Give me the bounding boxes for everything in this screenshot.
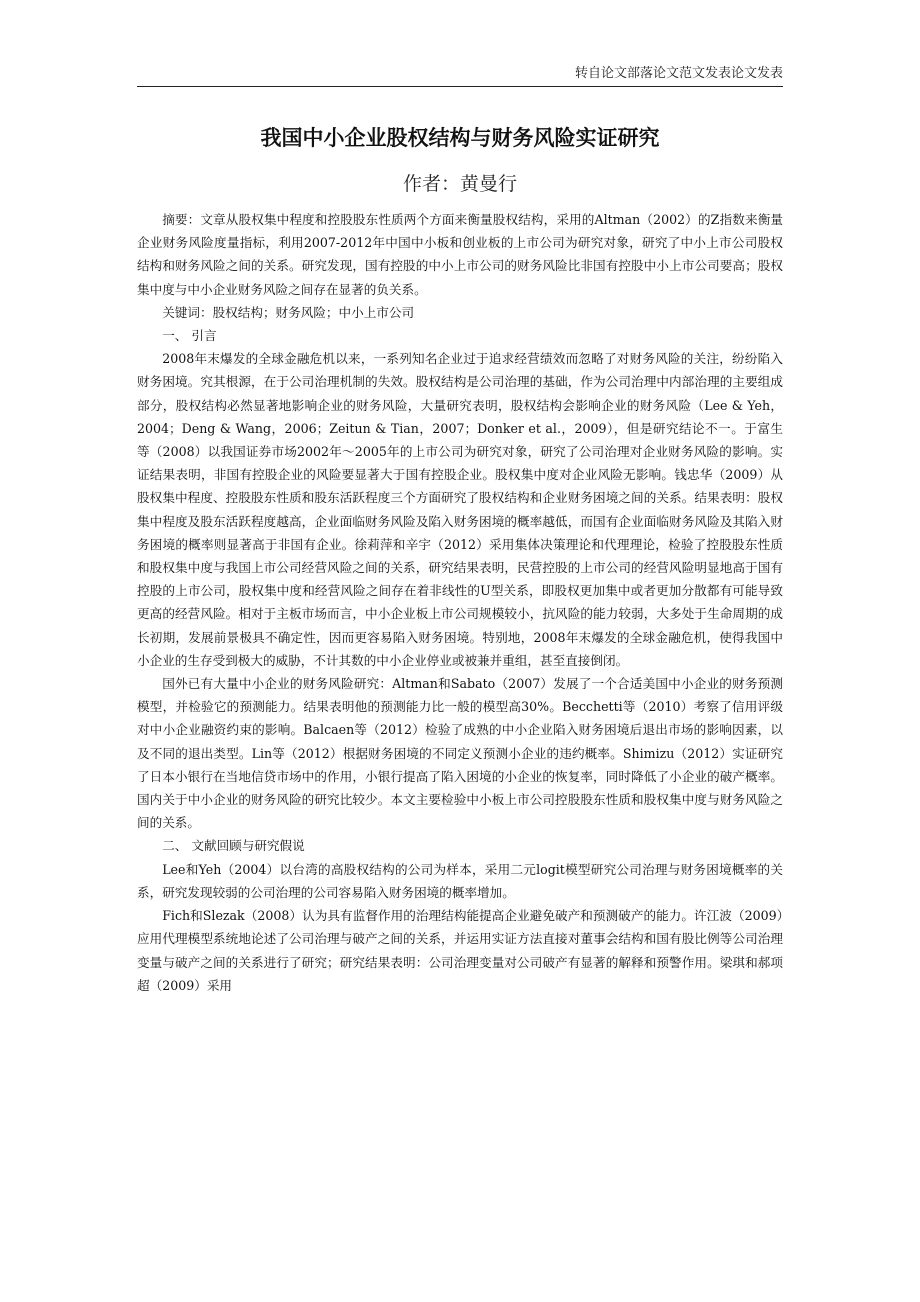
article-title: 我国中小企业股权结构与财务风险实证研究 [260,126,660,150]
page-header: 转自论文部落论文范文发表论文发表 [137,64,783,87]
abstract-paragraph: 摘要：文章从股权集中程度和控股股东性质两个方面来衡量股权结构，采用的Altman（2002）的Z指数来衡量企业财务风险度量指标，利用2007-2012年中国中小板和创业板的上市公司为研究对象，研究了中小上市公司股权结构和财务风险之间的关系。研究发现，国有控股的中小上市公司的财务风险比非国有控股中小上市公司要高；股权集中度与中小企业财务风险之间存在显著的负关系。 [137,212,783,297]
article-author: 作者：黄曼行 [402,173,517,195]
body-paragraph: Lee和Yeh（2004）以台湾的高股权结构的公司为样本，采用二元logit模型研究公司治理与财务困境概率的关系，研究发现较弱的公司治理的公司容易陷入财务困境的概率增加。 [137,861,783,900]
body-paragraph: Fich和Slezak（2008）认为具有监督作用的治理结构能提高企业避免破产和预测破产的能力。许江波（2009）应用代理模型系统地论述了公司治理与破产之间的关系，并运用实证方法直接对董事会结构和国有股比例等公司治理变量与破产之间的关系进行了研究；研究结果表明：公司治理变量对公司破产有显著的解释和预警作用。梁琪和郝项超（2009）采用 [137,908,783,993]
keywords-paragraph: 关键词：股权结构；财务风险；中小上市公司 [162,304,415,320]
body-paragraph: 2008年末爆发的全球金融危机以来，一系列知名企业过于追求经营绩效而忽略了对财务风险的关注，纷纷陷入财务困境。究其根源，在于公司治理机制的失效。股权结构是公司治理的基础，作为公司治理中内部治理的主要组成部分，股权结构必然显著地影响企业的财务风险，大量研究表明，股权结构会影响企业的财务风险（Lee & Yeh，2004；Deng & Wang，2006；Zeitun & Tian，2007；Donker et al.，2009），但是研究结论不一。于富生等（2008）以我国证券市场2002年～2005年的上市公司为研究对象，研究了公司治理对企业财务风险的影响。实证结果表明，非国有控股企业的风险要显著大于国有控股企业。股权集中度对企业风险无影响。钱忠华（2009）从股权集中程度、控股股东性质和股东活跃程度三个方面研究了股权结构和企业财务困境之间的关系。结果表明：股权集中程度及股东活跃程度越高，企业面临财务风险及陷入财务困境的概率越低，而国有企业面临财务风险及其陷入财务困境的概率则显著高于非国有企业。徐莉萍和辛宇（2012）采用集体决策理论和代理理论，检验了控股股东性质和股权集中度与我国上市公司经营风险之间的关系，研究结果表明，民营控股的上市公司的经营风险明显地高于国有控股的上市公司，股权集中度和经营风险之间存在着非线性的U型关系，即股权更加集中或者更加分散都有可能导致更高的经营风险。相对于主板市场而言，中小企业板上市公司规模较小，抗风险的能力较弱，大多处于生命周期的成长初期，发展前景极具不确定性，因而更容易陷入财务困境。特别地，2008年末爆发的全球金融危机，使得我国中小企业的生存受到极大的威胁，不计其数的中小企业停业或被兼并重组，甚至直接倒闭。 [137,351,783,668]
section-heading-introduction: 一、 引言 [162,328,217,344]
article-body [137,208,783,997]
body-paragraph: 国外已有大量中小企业的财务风险研究：Altman和Sabato（2007）发展了一个合适美国中小企业的财务预测模型，并检验它的预测能力。结果表明他的预测能力比一般的模型高30%。Becchetti等（2010）考察了信用评级对中小企业融资约束的影响。Balcaen等（2012）检验了成熟的中小企业陷入财务困境后退出市场的影响因素，以及不同的退出类型。Lin等（2012）根据财务困境的不同定义预测小企业的违约概率。Shimizu（2012）实证研究了日本小银行在当地信贷市场中的作用，小银行提高了陷入困境的小企业的恢复率，同时降低了小企业的破产概率。国内关于中小企业的财务风险的研究比较少。本文主要检验中小板上市公司控股股东性质和股权集中度与财务风险之间的关系。 [137,676,783,831]
section-heading-literature-review: 二、 文献回顾与研究假说 [162,838,305,854]
